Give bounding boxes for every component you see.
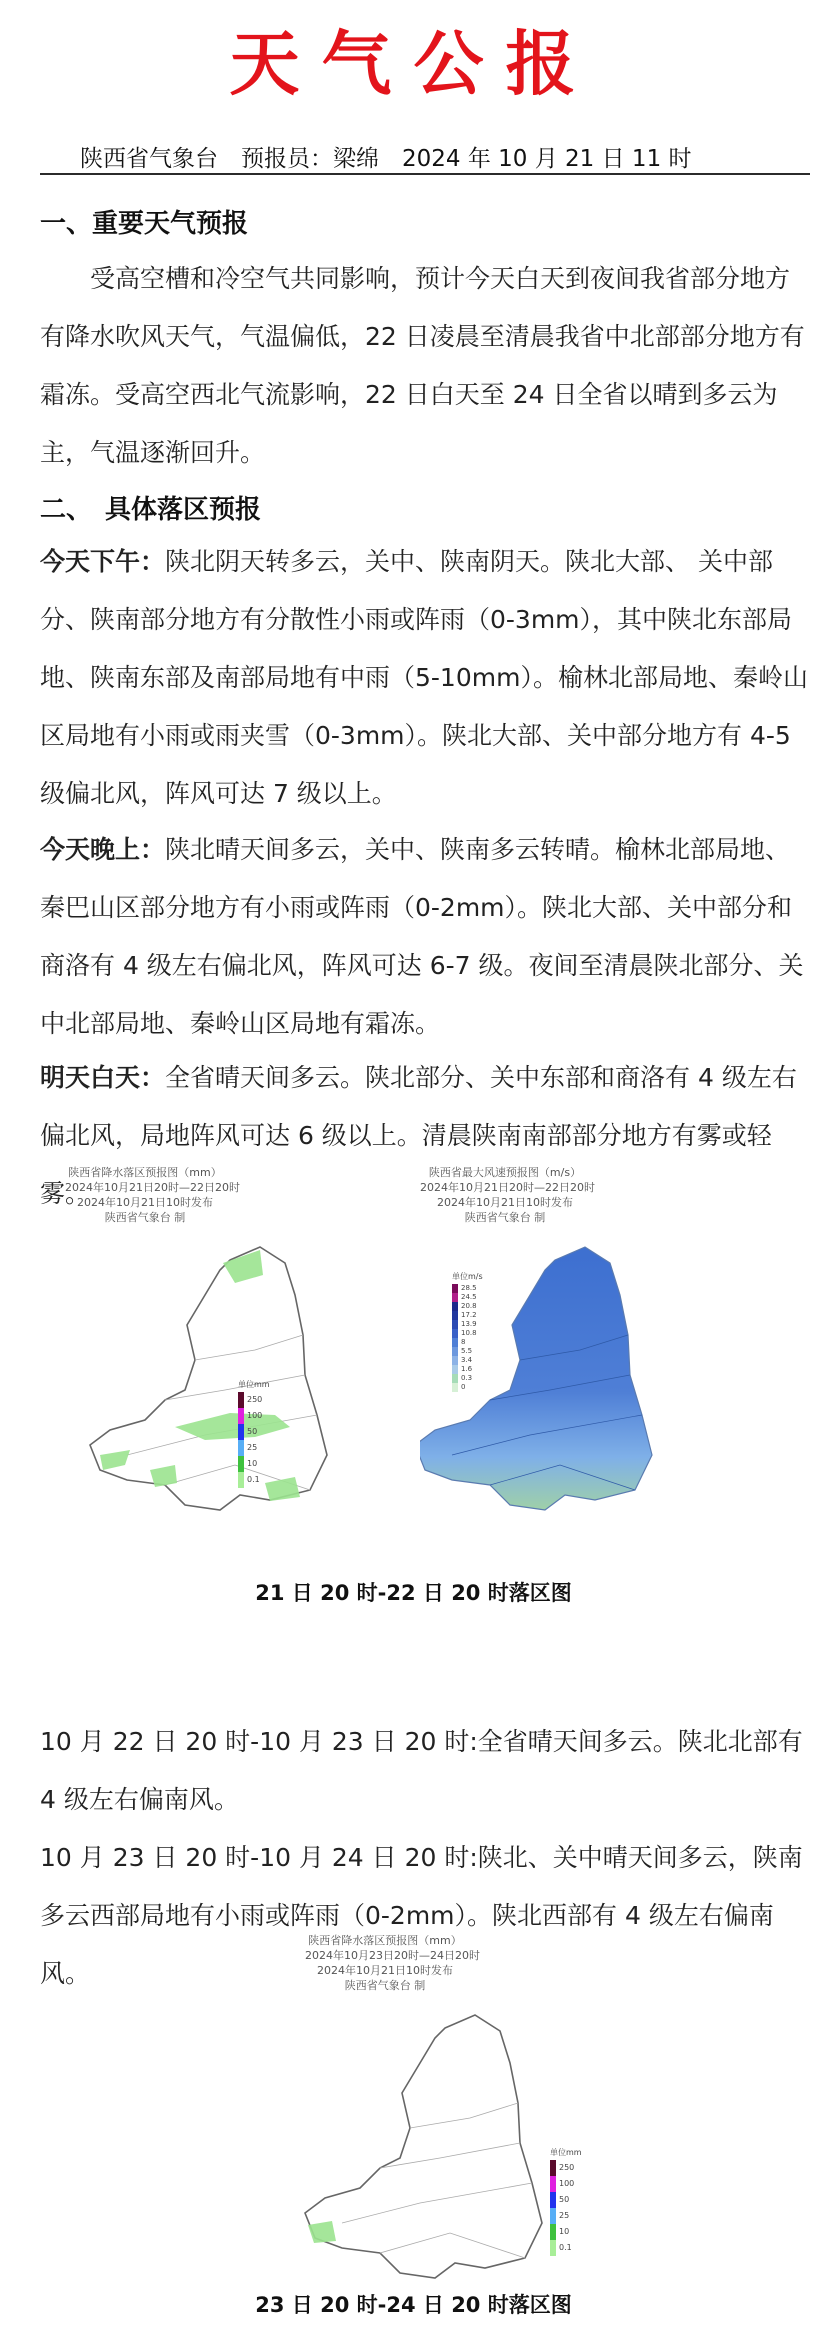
caption-map-2: 23 日 20 时-24 日 20 时落区图 xyxy=(255,2293,572,2317)
map1-legend-title: 单位mm xyxy=(238,1380,270,1389)
map3-legend-value: 250 xyxy=(559,2163,575,2172)
precipitation-map-2 xyxy=(280,1933,620,2308)
forecast-evening xyxy=(40,821,810,1053)
map2-legend-value: 0 xyxy=(461,1383,466,1391)
map2-title-line: 2024年10月21日10时发布 xyxy=(437,1196,573,1209)
map1-legend-value: 10 xyxy=(247,1459,258,1468)
map1-legend-value: 25 xyxy=(247,1443,258,1452)
map1-shape xyxy=(55,1165,395,1545)
forecast-tomorrow-text: 全省晴天间多云。陕北部分、关中东部和商洛有 4 级左右偏北风，局地阵风可达 6 级以上。清晨陕南南部部分地方有雾或轻雾。 xyxy=(40,1063,797,1208)
map2-title-line: 陕西省气象台 制 xyxy=(464,1211,546,1224)
map3-legend-value: 25 xyxy=(559,2211,570,2220)
map1-legend-value: 100 xyxy=(247,1411,263,1420)
section2-heading: 二、 具体落区预报 xyxy=(40,495,262,525)
map1-legend xyxy=(238,1379,270,1488)
map2-title-line: 陕西省最大风速预报图（m/s） xyxy=(428,1166,582,1179)
map2-legend-value: 10.8 xyxy=(461,1329,477,1337)
map3-legend-value: 100 xyxy=(559,2179,575,2188)
forecast-afternoon xyxy=(40,533,810,823)
map3-legend-value: 50 xyxy=(559,2195,570,2204)
map3-legend-value: 0.1 xyxy=(559,2243,572,2252)
map1-title-line: 2024年10月21日10时发布 xyxy=(77,1196,213,1209)
map2-legend-value: 24.5 xyxy=(461,1293,477,1301)
map3-title-line: 2024年10月21日10时发布 xyxy=(317,1964,453,1977)
forecast-evening-label: 今天晚上： xyxy=(40,835,166,864)
map3-legend-value: 10 xyxy=(559,2227,570,2236)
map1-legend-value: 250 xyxy=(247,1395,263,1404)
extended-forecast-22 xyxy=(40,1713,810,1829)
extended-23-label: 10 月 23 日 20 时-10 月 24 日 20 时: xyxy=(40,1843,478,1872)
map1-title-line: 2024年10月21日20时—22日20时 xyxy=(65,1181,240,1194)
map2-legend-value: 20.8 xyxy=(461,1302,477,1310)
section1-heading: 一、重要天气预报 xyxy=(40,209,249,239)
extended-22-label: 10 月 22 日 20 时-10 月 23 日 20 时: xyxy=(40,1727,478,1756)
map3-title-line: 陕西省气象台 制 xyxy=(344,1979,426,1992)
map2-legend-value: 8 xyxy=(461,1338,466,1346)
map3-title-line: 2024年10月23日20时—24日20时 xyxy=(305,1949,480,1962)
header-divider xyxy=(40,173,810,175)
map2-legend-value: 17.2 xyxy=(461,1311,477,1319)
map1-legend-value: 50 xyxy=(247,1427,258,1436)
forecast-evening-text: 陕北晴天间多云，关中、陕南多云转晴。榆林北部局地、秦巴山区部分地方有小雨或阵雨（0-2mm）。陕北大部、关中部分和商洛有 4 级左右偏北风，阵风可达 6-7 级。夜间至清晨陕北部分、关中北部局地、秦岭山区局地有霜冻。 xyxy=(40,835,804,1038)
map2-legend-value: 28.5 xyxy=(461,1284,477,1292)
forecast-afternoon-text: 陕北阴天转多云，关中、陕南阴天。陕北大部、 关中部分、陕南部分地方有分散性小雨或阵雨（0-3mm），其中陕北东部局地、陕南东部及南部局地有中雨（5-10mm）。榆林北部局地、秦岭山区局地有小雨或雨夹雪（0-3mm）。陕北大部、关中部分地方有 4-5 级偏北风，阵风可达 7 级以上。 xyxy=(40,547,808,808)
map2-legend-value: 3.4 xyxy=(461,1356,473,1364)
map1-title-line: 陕西省气象台 制 xyxy=(104,1211,186,1224)
extended-22-text: 全省晴天间多云。陕北北部有 4 级左右偏南风。 xyxy=(40,1727,803,1814)
precipitation-map-1 xyxy=(55,1165,395,1545)
map3-legend xyxy=(550,2147,582,2256)
map2-legend-title: 单位m/s xyxy=(452,1272,483,1281)
byline: 陕西省气象台 预报员：梁绵 2024 年 10 月 21 日 11 时 xyxy=(80,146,692,172)
forecast-tomorrow-label: 明天白天： xyxy=(40,1063,166,1092)
map1-title-line: 陕西省降水落区预报图（mm） xyxy=(68,1166,222,1179)
map2-title-line: 2024年10月21日20时—22日20时 xyxy=(420,1181,595,1194)
map2-legend-value: 0.3 xyxy=(461,1374,473,1382)
map1-legend-value: 0.1 xyxy=(247,1475,260,1484)
wind-speed-map xyxy=(420,1165,760,1545)
map3-legend-title: 单位mm xyxy=(550,2148,582,2157)
map2-legend-value: 13.9 xyxy=(461,1320,477,1328)
map2-legend-value: 1.6 xyxy=(461,1365,473,1373)
map3-title-line: 陕西省降水落区预报图（mm） xyxy=(308,1934,462,1947)
section1-paragraph: 受高空槽和冷空气共同影响，预计今天白天到夜间我省部分地方有降水吹风天气，气温偏低，22 日凌晨至清晨我省中北部部分地方有霜冻。受高空西北气流影响，22 日白天至 24 日全省以晴到多云为主，气温逐渐回升。 xyxy=(40,264,805,467)
page-title: 天气公报 xyxy=(229,22,598,105)
caption-map-1: 21 日 20 时-22 日 20 时落区图 xyxy=(255,1581,572,1605)
map2-legend-value: 5.5 xyxy=(461,1347,473,1355)
map2-legend xyxy=(452,1271,483,1392)
extended-23-text: 陕北、关中晴天间多云，陕南多云西部局地有小雨或阵雨（0-2mm）。陕北西部有 4 级左右偏南风。 xyxy=(40,1843,803,1988)
forecast-afternoon-label: 今天下午： xyxy=(40,547,166,576)
